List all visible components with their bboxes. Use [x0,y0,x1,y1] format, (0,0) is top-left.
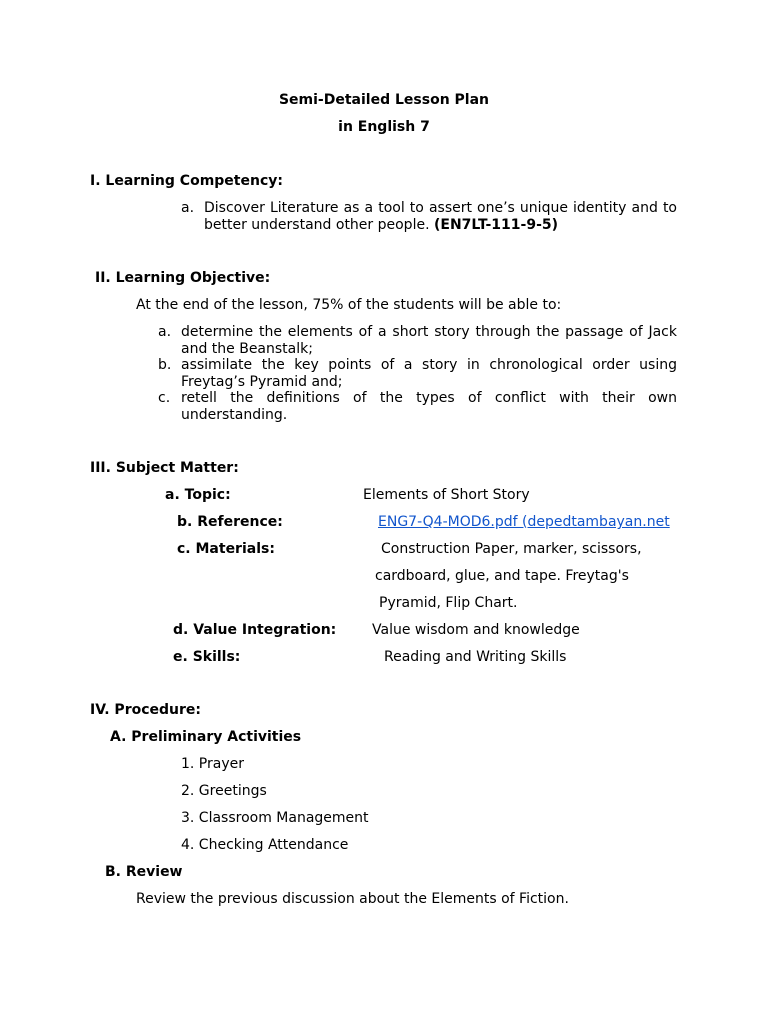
reference-label: b. Reference: [177,514,283,530]
procedure-heading: IV. Procedure: [90,702,201,718]
topic-label: a. Topic: [165,487,231,503]
materials-line-1: Construction Paper, marker, scissors, [381,541,642,557]
value-integration-label: d. Value Integration: [173,622,337,638]
document-title: Semi-Detailed Lesson Plan [278,92,490,108]
activity-item: 4. Checking Attendance [181,837,349,853]
learning-objective-heading: II. Learning Objective: [95,270,271,286]
objective-marker-c: c. [158,390,171,406]
objective-intro: At the end of the lesson, 75% of the students will be able to: [136,297,562,313]
reference-link[interactable]: ENG7-Q4-MOD6.pdf (depedtambayan.net [378,514,670,530]
activity-item: 3. Classroom Management [181,810,369,826]
activity-item: 1. Prayer [181,756,244,772]
skills-value: Reading and Writing Skills [384,649,567,665]
topic-value: Elements of Short Story [363,487,530,503]
competency-marker: a. [181,200,195,216]
competency-text: Discover Literature as a tool to assert one’s unique identity and to better understand other people. [204,200,677,233]
document-subtitle: in English 7 [338,119,430,135]
objective-item-b: assimilate the key points of a story in chronological order using Freytag’s Pyramid and; [181,357,677,390]
value-integration-value: Value wisdom and knowledge [372,622,580,638]
subject-matter-heading: III. Subject Matter: [90,460,239,476]
preliminary-activities-heading: A. Preliminary Activities [110,729,302,745]
competency-item [204,200,677,234]
objective-marker-a: a. [158,324,172,340]
objective-item-a: determine the elements of a short story through the passage of Jack and the Beanstalk; [181,324,677,357]
review-text: Review the previous discussion about the Elements of Fiction. [136,891,569,907]
competency-code: (EN7LT-111-9-5) [433,217,559,233]
review-heading: B. Review [105,864,183,880]
objective-marker-b: b. [158,357,172,373]
learning-competency-heading: I. Learning Competency: [90,173,283,189]
skills-label: e. Skills: [173,649,241,665]
materials-line-2: cardboard, glue, and tape. Freytag's [375,568,629,584]
objective-item-c: retell the definitions of the types of conflict with their own understanding. [181,390,677,423]
activity-item: 2. Greetings [181,783,267,799]
materials-label: c. Materials: [177,541,275,557]
materials-line-3: Pyramid, Flip Chart. [379,595,518,611]
